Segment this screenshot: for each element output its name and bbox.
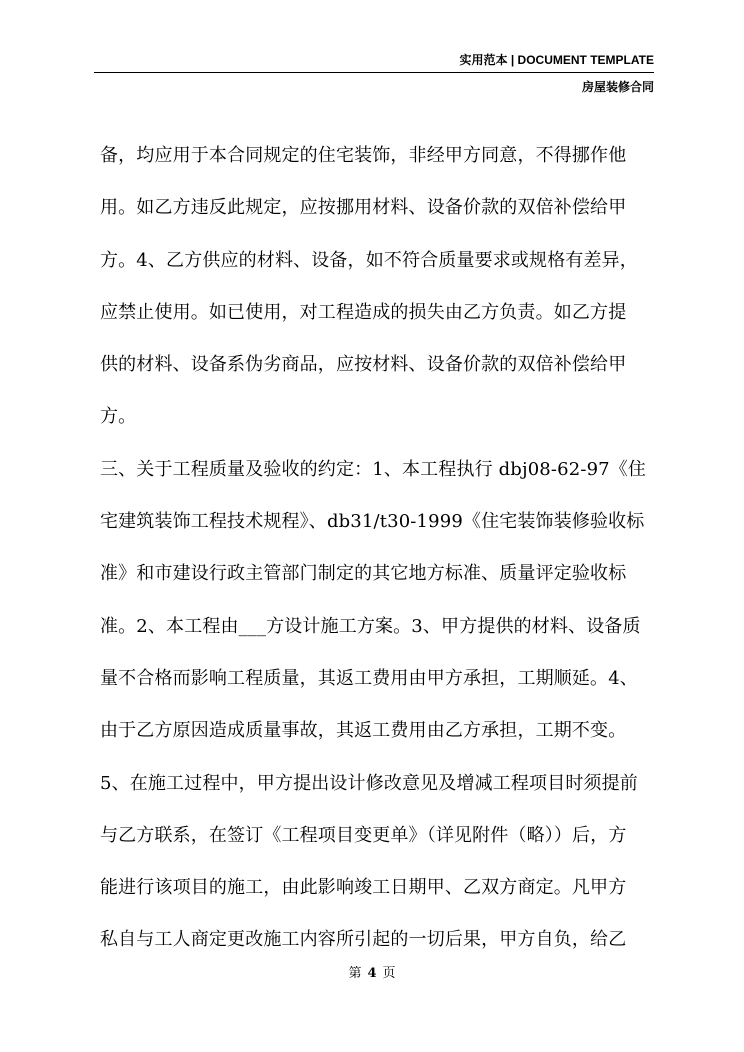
page-label-prefix: 第	[348, 966, 362, 981]
page-footer	[0, 962, 744, 981]
body-line: 准。2、本工程由___方设计施工方案。3、甲方提供的材料、设备质	[100, 615, 641, 637]
body-line: 与乙方联系，在签订《工程项目变更单》（详见附件（略））后，方	[100, 824, 627, 846]
body-line: 方。4、乙方供应的材料、设备，如不符合质量要求或规格有差异，	[100, 249, 638, 271]
page-label-suffix: 页	[382, 966, 396, 981]
body-line: 供的材料、设备系伪劣商品，应按材料、设备价款的双倍补偿给甲	[100, 354, 627, 376]
body-line: 用。如乙方违反此规定，应按挪用材料、设备价款的双倍补偿给甲	[100, 197, 627, 219]
page-header	[94, 50, 654, 97]
body-line: 宅建筑装饰工程技术规程》、db31/t30-1999《住宅装饰装修验收标	[100, 511, 645, 533]
body-line: 由于乙方原因造成质量事故，其返工费用由乙方承担，工期不变。	[100, 720, 627, 742]
body-line: 私自与工人商定更改施工内容所引起的一切后果，甲方自负，给乙	[100, 929, 627, 951]
body-line: 能进行该项目的施工，由此影响竣工日期甲、乙双方商定。凡甲方	[100, 877, 627, 899]
header-divider	[94, 72, 654, 73]
body-line: 量不合格而影响工程质量，其返工费用由甲方承担，工期顺延。4、	[100, 667, 638, 689]
body-line: 三、关于工程质量及验收的约定：1、本工程执行 dbj08-62-97《住	[100, 458, 647, 480]
body-line: 准》和市建设行政主管部门制定的其它地方标准、质量评定验收标	[100, 563, 627, 585]
header-subtitle: 房屋装修合同	[581, 80, 654, 94]
page-number: 4	[367, 966, 377, 981]
body-line: 方。	[100, 406, 137, 428]
body-line: 备，均应用于本合同规定的住宅装饰，非经甲方同意，不得挪作他	[100, 145, 627, 166]
header-title: 实用范本 | DOCUMENT TEMPLATE	[459, 53, 654, 67]
document-body	[100, 130, 660, 967]
body-line: 5、在施工过程中，甲方提出设计修改意见及增减工程项目时须提前	[100, 772, 638, 794]
body-line: 应禁止使用。如已使用，对工程造成的损失由乙方负责。如乙方提	[100, 301, 627, 323]
